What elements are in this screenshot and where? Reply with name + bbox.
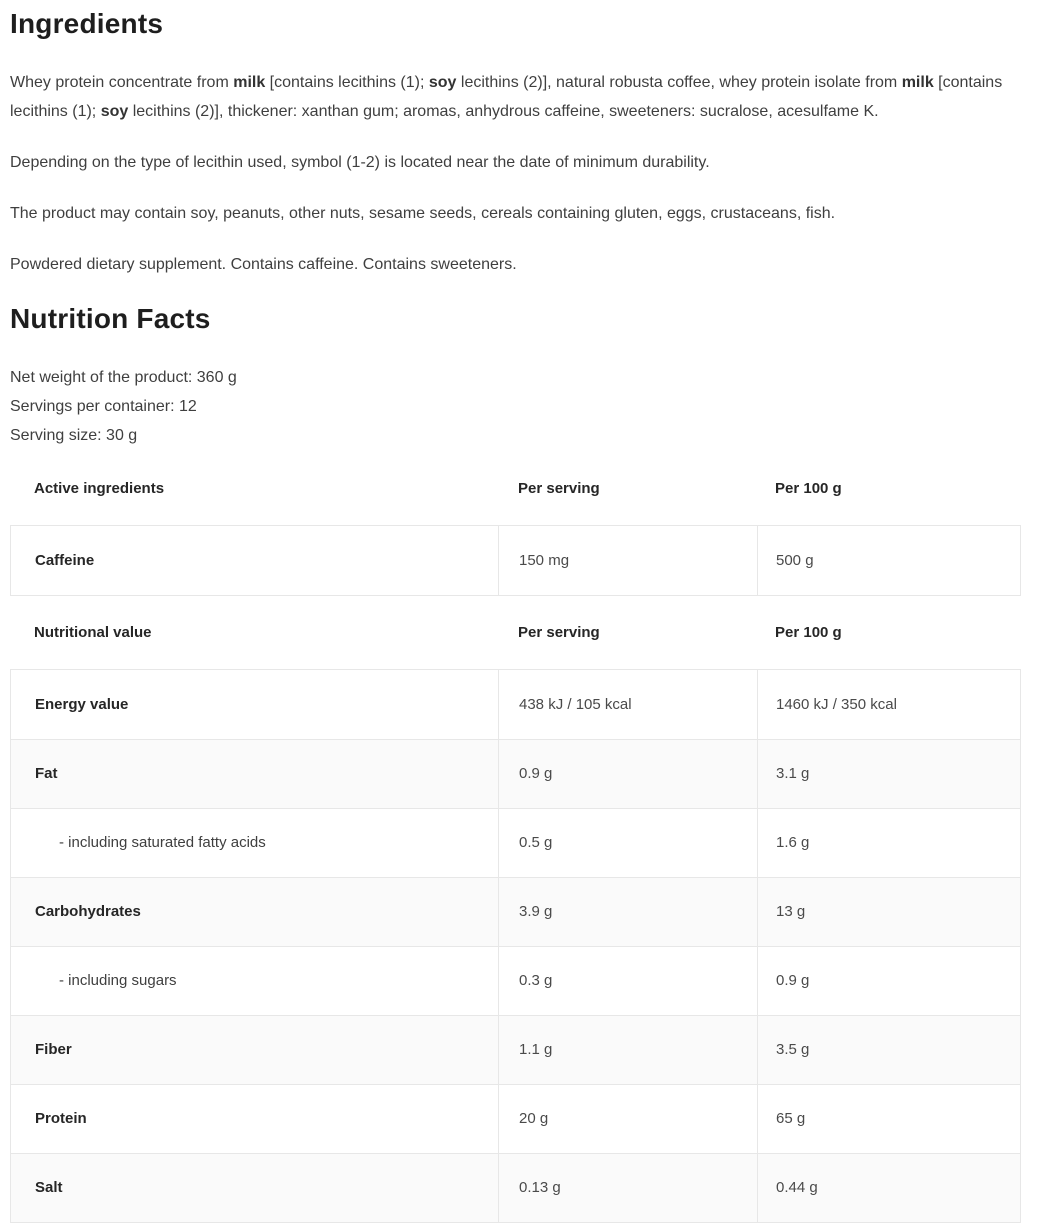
nutritional-value-table	[10, 607, 1021, 1223]
nutrient-label: - including saturated fatty acids	[59, 834, 266, 851]
per-serving-value: 0.9 g	[498, 740, 757, 808]
table-row	[11, 1084, 1020, 1153]
ingredient-text-segment: lecithins (2)], thickener: xanthan gum; aromas, anhydrous caffeine, sweeteners: sucralose, acesulfame K.	[128, 103, 879, 120]
nutritional-value-table-header	[10, 607, 1021, 669]
per-serving-value: 1.1 g	[498, 1016, 757, 1084]
ingredient-allergen-emphasis: milk	[901, 74, 934, 91]
table-row	[11, 1153, 1020, 1222]
active-ingredients-table-header	[10, 463, 1021, 525]
per-100g-value: 13 g	[757, 878, 1020, 946]
supplement-note: Powdered dietary supplement. Contains caffeine. Contains sweeteners.	[10, 256, 517, 273]
nutrient-label: Protein	[35, 1110, 87, 1127]
nutrient-label: Energy value	[35, 695, 129, 713]
per-serving-value: 150 mg	[498, 526, 757, 595]
ingredient-text-segment: [contains lecithins (1);	[265, 74, 429, 91]
lecithin-symbol-note: Depending on the type of lecithin used, symbol (1-2) is located near the date of minimum durability.	[10, 154, 710, 171]
per-100g-value: 65 g	[757, 1085, 1020, 1153]
ingredient-text-segment: lecithins (2)], natural robusta coffee, whey protein isolate from	[456, 74, 902, 91]
column-header-per-serving: Per serving	[518, 480, 600, 497]
table-row	[11, 808, 1020, 877]
per-100g-value: 0.9 g	[757, 947, 1020, 1015]
per-100g-value: 1460 kJ / 350 kcal	[757, 670, 1020, 739]
nutrient-label: Salt	[35, 1179, 63, 1196]
table-row	[11, 1015, 1020, 1084]
column-header-per-100g: Per 100 g	[775, 480, 842, 497]
nutrient-label: Caffeine	[35, 551, 95, 569]
nutritional-value-table-body	[10, 669, 1021, 1223]
nutrient-label: Fat	[35, 765, 58, 782]
nutrient-label: - including sugars	[59, 972, 177, 989]
per-serving-value: 0.3 g	[498, 947, 757, 1015]
nutrient-label: Carbohydrates	[35, 903, 141, 920]
per-serving-value: 438 kJ / 105 kcal	[498, 670, 757, 739]
nutrition-meta-line: Serving size: 30 g	[10, 427, 138, 444]
nutrition-meta	[10, 363, 1021, 450]
per-serving-value: 0.13 g	[498, 1154, 757, 1222]
active-ingredients-table-body	[10, 525, 1021, 596]
ingredient-text-segment: [contains lecithins (1);	[10, 74, 1003, 120]
nutrition-facts-title: Nutrition Facts	[10, 303, 211, 334]
per-serving-value: 0.5 g	[498, 809, 757, 877]
table-row	[11, 946, 1020, 1015]
ingredient-allergen-emphasis: soy	[428, 74, 457, 91]
ingredients-description	[10, 68, 1012, 126]
per-100g-value: 0.44 g	[757, 1154, 1020, 1222]
allergen-note: The product may contain soy, peanuts, other nuts, sesame seeds, cereals containing gluten, eggs, crustaceans, fish.	[10, 205, 836, 222]
column-header-nutritional-value: Nutritional value	[34, 624, 152, 641]
table-row	[11, 526, 1020, 595]
column-header-per-serving: Per serving	[518, 624, 600, 641]
ingredient-text-segment: Whey protein concentrate from	[10, 74, 234, 91]
per-100g-value: 500 g	[757, 526, 1020, 595]
ingredients-title: Ingredients	[10, 8, 164, 39]
nutrition-meta-line: Net weight of the product: 360 g	[10, 369, 237, 386]
column-header-per-100g: Per 100 g	[775, 624, 842, 641]
per-100g-value: 3.1 g	[757, 740, 1020, 808]
table-row	[11, 877, 1020, 946]
nutrient-label: Fiber	[35, 1041, 72, 1058]
active-ingredients-table	[10, 463, 1021, 596]
nutrition-meta-line: Servings per container: 12	[10, 398, 197, 415]
table-row	[11, 670, 1020, 739]
per-100g-value: 3.5 g	[757, 1016, 1020, 1084]
ingredient-allergen-emphasis: soy	[100, 103, 129, 120]
per-100g-value: 1.6 g	[757, 809, 1020, 877]
per-serving-value: 20 g	[498, 1085, 757, 1153]
column-header-active-ingredients: Active ingredients	[34, 480, 165, 497]
table-row	[11, 739, 1020, 808]
ingredient-allergen-emphasis: milk	[233, 74, 266, 91]
per-serving-value: 3.9 g	[498, 878, 757, 946]
